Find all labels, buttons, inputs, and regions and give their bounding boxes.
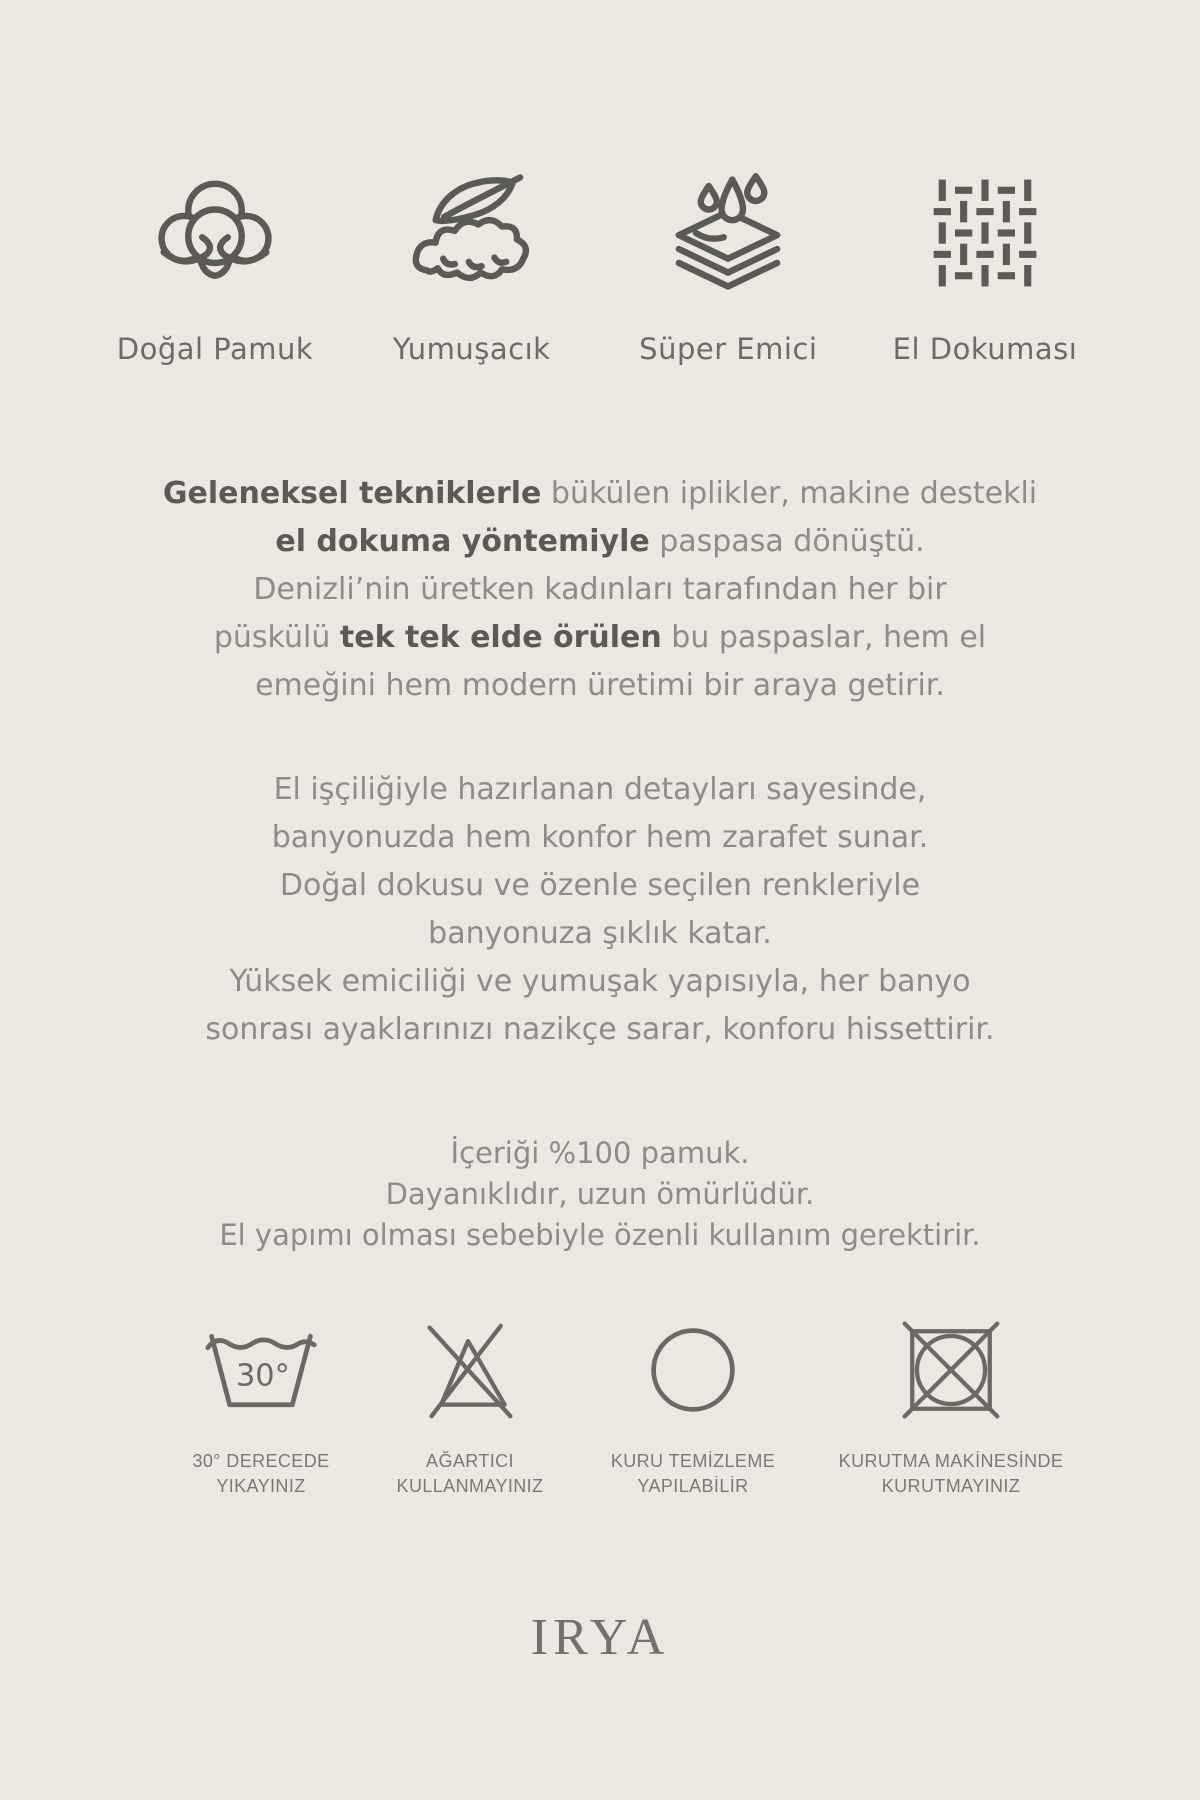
care-no-tumble-dry [801,1305,1101,1499]
text-segment: bükülen iplikler, makine destekli [541,476,1038,511]
feature-soft [357,168,587,366]
care-label: 30° DERECEDE YIKAYINIZ [192,1451,330,1496]
feature-label: El Dokuması [892,332,1078,366]
paragraph-material [0,1133,1200,1256]
paragraph-craft [0,470,1200,710]
wash-temperature: 30° [235,1358,290,1394]
text-line: İçeriği %100 pamuk. [450,1136,750,1170]
text-line [0,566,1200,614]
feature-natural-cotton [100,168,330,366]
text-segment-bold: Geleneksel tekniklerle [162,476,542,511]
text-segment: Denizli’nin üretken kadınları tarafından her bir [253,572,947,607]
text-line: sonrası ayaklarınızı nazikçe sarar, konforu hissettirir. [205,1012,995,1047]
feather-cloud-icon [407,168,537,298]
text-segment-bold: el dokuma yöntemiyle [275,524,650,559]
absorbent-layers-icon [663,168,793,298]
text-line [0,470,1200,518]
feature-hand-woven [870,168,1100,366]
brand-logo: IRYA [530,1609,670,1666]
care-no-bleach [350,1305,590,1499]
care-label: KURUTMA MAKİNESİNDE KURUTMAYINIZ [838,1451,1064,1496]
wash-30-icon [204,1305,318,1435]
text-line [0,614,1200,662]
care-wash-30 [141,1305,381,1499]
text-line: banyonuza şıklık katar. [428,916,772,951]
text-line: banyonuzda hem konfor hem zarafet sunar. [271,820,929,855]
text-line: Doğal dokusu ve özenle seçilen renkleriyle [279,868,921,903]
paragraph-comfort [0,766,1200,1054]
care-dry-clean [573,1305,813,1499]
feature-label: Doğal Pamuk [116,332,314,366]
no-bleach-icon [420,1305,520,1435]
feature-label: Süper Emici [639,332,818,366]
text-line [0,518,1200,566]
hand-weave-icon [920,168,1050,298]
text-segment: bu paspaslar, hem el [661,620,987,655]
feature-super-absorbent [613,168,843,366]
no-tumble-dry-icon [899,1305,1003,1435]
dry-clean-icon [648,1305,738,1435]
text-segment: emeğini hem modern üretimi bir araya getirir. [255,668,945,703]
care-label: KURU TEMİZLEME YAPILABİLİR [610,1451,776,1496]
text-line: El yapımı olması sebebiyle özenli kullanım gerektirir. [219,1218,981,1252]
feature-label: Yumuşacık [392,332,551,366]
cotton-icon [150,168,280,298]
features-row [100,168,1100,366]
care-label: AĞARTICI KULLANMAYINIZ [396,1451,544,1496]
text-line: El işçiliğiyle hazırlanan detayları sayesinde, [273,772,927,807]
text-line: Yüksek emiciliği ve yumuşak yapısıyla, her banyo [229,964,971,999]
text-segment: paspasa dönüştü. [649,524,925,559]
text-segment-bold: tek tek elde örülen [339,620,662,655]
text-line [0,662,1200,710]
text-segment: püskülü [213,620,340,655]
text-line: Dayanıklıdır, uzun ömürlüdür. [385,1177,815,1211]
